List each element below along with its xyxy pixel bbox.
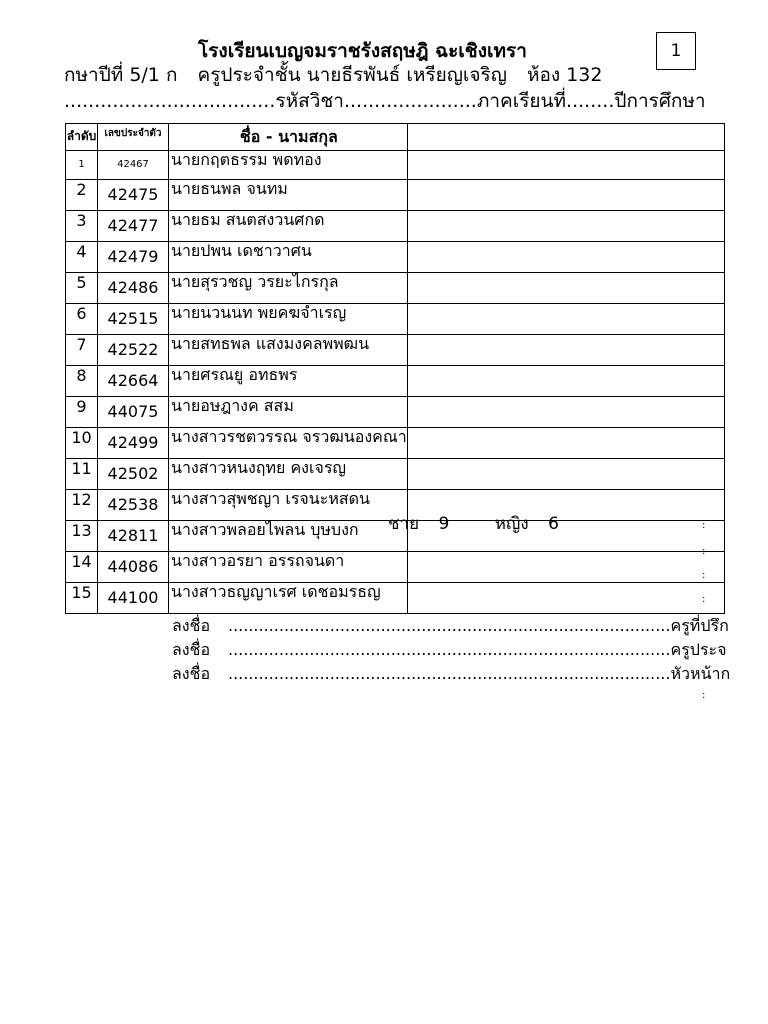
header-blank	[407, 124, 724, 151]
signature-line-head	[172, 662, 730, 687]
row-blank	[407, 583, 724, 614]
female-label: หญิง	[494, 514, 529, 534]
row-student-id: 42502	[98, 459, 169, 490]
table-row	[66, 180, 725, 211]
gender-summary	[388, 510, 573, 537]
signature-label: ลงชื่อ	[172, 640, 211, 659]
row-blank	[407, 428, 724, 459]
table-row	[66, 397, 725, 428]
row-blank	[407, 180, 724, 211]
signature-dots: .......................................................................................	[228, 640, 671, 659]
row-blank	[407, 242, 724, 273]
row-full-name: นายกฤตธรรม พดทอง	[169, 151, 408, 180]
room-number: ห้อง 132	[526, 64, 603, 86]
row-order: 13	[66, 521, 98, 552]
homeroom-teacher: ครูประจำชั้น นายธีรพันธ์ เหรียญเจริญ	[197, 64, 507, 86]
table-row	[66, 366, 725, 397]
row-blank	[407, 459, 724, 490]
row-order: 2	[66, 180, 98, 211]
signature-role: ครูที่ปรึก	[670, 616, 729, 635]
table-row	[66, 459, 725, 490]
header-order: ลำดับ	[66, 124, 98, 151]
row-student-id: 42479	[98, 242, 169, 273]
table-row	[66, 552, 725, 583]
row-order: 11	[66, 459, 98, 490]
row-full-name: นายปพน เดชาวาศน	[169, 242, 408, 273]
row-order: 9	[66, 397, 98, 428]
row-student-id: 42467	[98, 151, 169, 180]
signature-line-advisor	[172, 614, 729, 639]
row-full-name: นายสทธพล แสงมงคลพพฒน	[169, 335, 408, 366]
table-row	[66, 242, 725, 273]
row-full-name: นางสาวธญญาเรศ เดชอมรธญ	[169, 583, 408, 614]
signature-dots: .......................................................................................	[228, 616, 671, 635]
row-student-id: 42664	[98, 366, 169, 397]
row-full-name: นายศรณยู อทธพร	[169, 366, 408, 397]
table-row	[66, 273, 725, 304]
row-order: 12	[66, 490, 98, 521]
table-row	[66, 335, 725, 366]
row-student-id: 42515	[98, 304, 169, 335]
row-full-name: นายอษฎางค สสม	[169, 397, 408, 428]
signature-role: หัวหน้าก	[670, 664, 731, 683]
row-full-name: นางสาวรชตวรรณ จรวฒนองคณา	[169, 428, 408, 459]
school-title: โรงเรียนเบญจมราชรังสฤษฎิ ฉะเชิงเทรา	[198, 40, 527, 62]
row-order: 4	[66, 242, 98, 273]
subject-term-line: ...................................รหัสวิชา......................ภาคเรียนที่........ปีการศึกษา	[64, 90, 706, 112]
row-student-id: 42522	[98, 335, 169, 366]
row-blank	[407, 397, 724, 428]
row-full-name: นายธม สนตสงวนศกด	[169, 211, 408, 242]
row-full-name: นางสาวพลอยไพลน บุษบงก	[169, 521, 408, 552]
row-student-id: 44100	[98, 583, 169, 614]
edge-mark: :	[702, 546, 706, 557]
row-full-name: นายธนพล จนทม	[169, 180, 408, 211]
table-row	[66, 211, 725, 242]
signature-label: ลงชื่อ	[172, 664, 211, 683]
row-blank	[407, 304, 724, 335]
row-student-id: 42538	[98, 490, 169, 521]
row-student-id: 42477	[98, 211, 169, 242]
student-roster-table	[65, 123, 725, 614]
row-student-id: 42811	[98, 521, 169, 552]
row-blank	[407, 211, 724, 242]
row-order: 5	[66, 273, 98, 304]
row-order: 14	[66, 552, 98, 583]
row-blank	[407, 552, 724, 583]
table-row	[66, 304, 725, 335]
table-row	[66, 428, 725, 459]
signature-label: ลงชื่อ	[172, 616, 211, 635]
signature-dots: .......................................................................................	[228, 664, 671, 683]
header-student-id: เลขประจำตัว	[98, 124, 169, 151]
edge-mark: :	[702, 570, 706, 581]
row-full-name: นางสาวอรยา อรรถจนดา	[169, 552, 408, 583]
table-row	[66, 583, 725, 614]
row-order: 15	[66, 583, 98, 614]
row-student-id: 42486	[98, 273, 169, 304]
row-full-name: นายสุรวชญ วรยะไกรกุล	[169, 273, 408, 304]
row-blank	[407, 366, 724, 397]
table-row	[66, 151, 725, 180]
table-header-row	[66, 124, 725, 151]
row-student-id: 42499	[98, 428, 169, 459]
edge-mark: :	[702, 690, 706, 701]
row-order: 7	[66, 335, 98, 366]
signature-line-homeroom	[172, 638, 727, 663]
row-full-name: นายนวนนท พยคฆจำเรญ	[169, 304, 408, 335]
row-full-name: นางสาวสุพชญา เรจนะหสดน	[169, 490, 408, 521]
row-order: 8	[66, 366, 98, 397]
signature-role: ครูประจ	[670, 640, 727, 659]
row-student-id: 44086	[98, 552, 169, 583]
male-count: 9	[438, 514, 450, 534]
row-student-id: 44075	[98, 397, 169, 428]
row-order: 1	[66, 151, 98, 180]
row-blank	[407, 273, 724, 304]
edge-mark: :	[702, 520, 706, 531]
row-order: 10	[66, 428, 98, 459]
page-number-box: 1	[656, 32, 696, 70]
header-full-name: ชื่อ - นามสกุล	[169, 124, 408, 151]
edge-mark: :	[702, 594, 706, 605]
row-full-name: นางสาวหนงฤทย คงเจรญ	[169, 459, 408, 490]
female-count: 6	[548, 514, 559, 534]
grade-label: กษาปีที่ 5/1 ก	[64, 64, 178, 86]
row-student-id: 42475	[98, 180, 169, 211]
row-blank	[407, 335, 724, 366]
row-order: 3	[66, 211, 98, 242]
row-blank	[407, 151, 724, 180]
male-label: ชาย	[388, 514, 420, 534]
row-order: 6	[66, 304, 98, 335]
